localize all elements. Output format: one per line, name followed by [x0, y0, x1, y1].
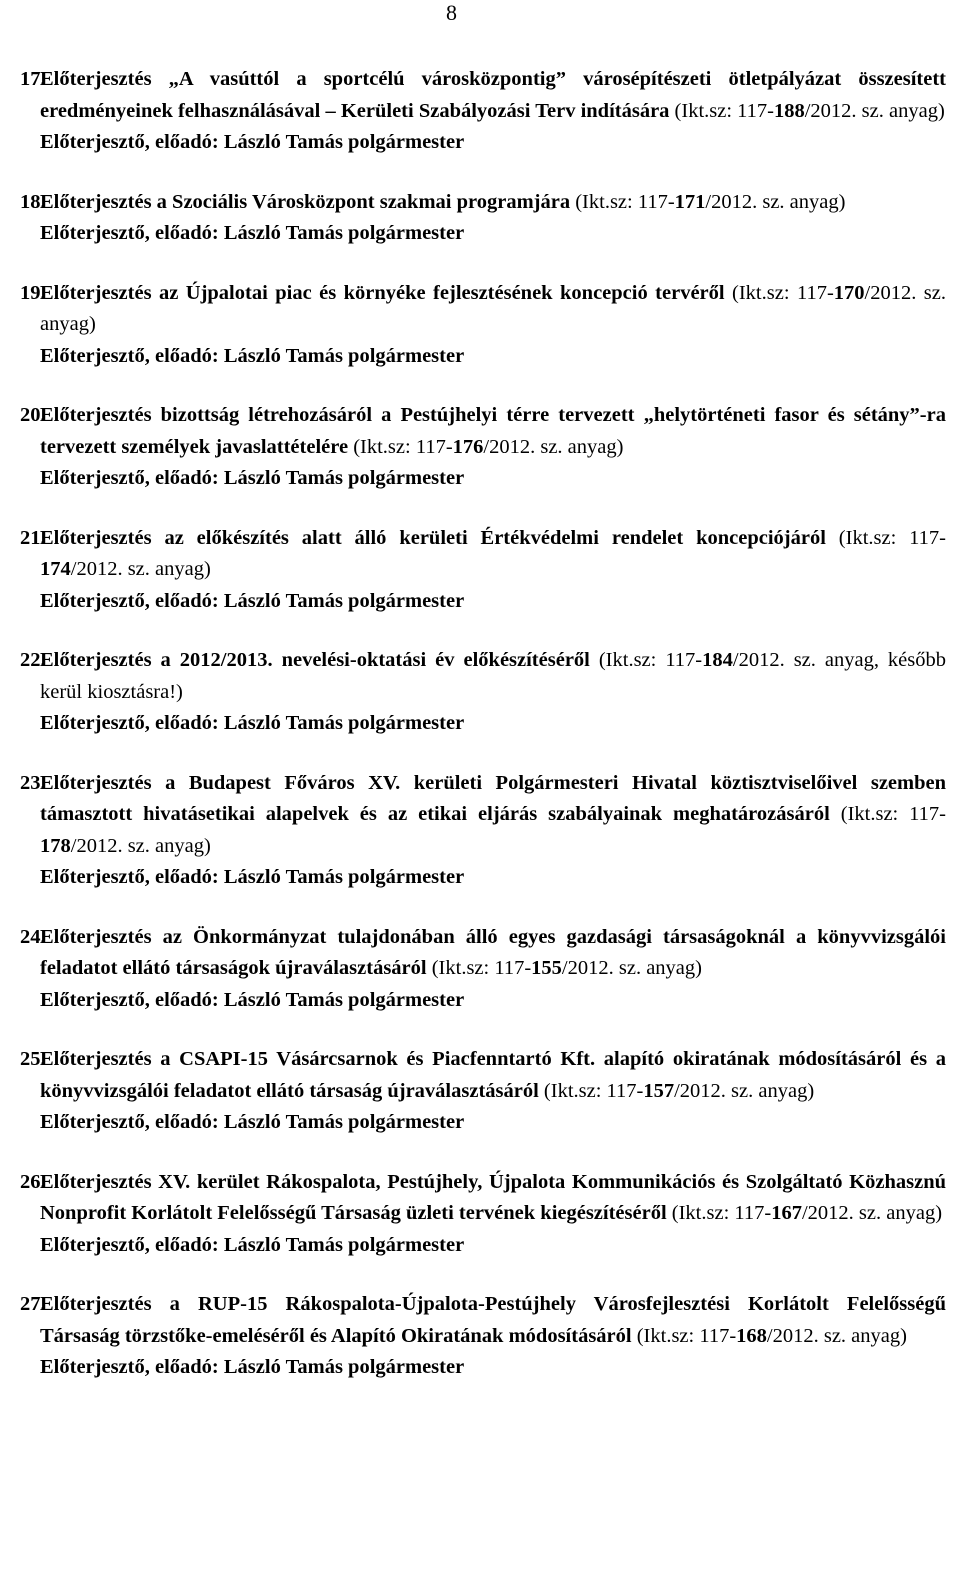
agenda-item-number: 23.: [20, 771, 46, 794]
agenda-item: [0, 64, 960, 159]
title-bold-segment: Előterjesztés XV. kerület Rákospalota, Pestújhely, Újpalota Kommunikációs és Szolgáltató Közhasznú Nonprofit Korlátolt Felelősségű Társaság üzleti tervének kiegészítéséről: [40, 1170, 946, 1224]
title-bold-segment: Előterjesztés „A vasúttól a sportcélú városközpontig” városépítészeti ötletpályázat összesített eredményeinek felhasználásával – Kerületi Szabályozási Terv indítására: [40, 68, 946, 122]
agenda-item: [0, 187, 960, 250]
title-reference-segment: (Ikt.sz: 117-: [669, 99, 774, 122]
title-reference-segment: /2012. sz. anyag, később kerül kiosztásra!): [40, 649, 947, 703]
agenda-item-number: 25.: [20, 1048, 46, 1070]
title-reference-segment: /2012. sz. anyag): [801, 1202, 943, 1224]
title-reference-segment: (Ikt.sz: 117-: [631, 1324, 737, 1347]
title-reference-segment: /2012. sz. anyag): [804, 99, 945, 122]
agenda-item: [0, 1167, 960, 1262]
agenda-item-number: 21.: [20, 526, 46, 549]
title-reference-segment: (Ikt.sz: 117-: [426, 957, 532, 979]
agenda-item-title: [40, 64, 946, 127]
agenda-item-presenter: Előterjesztő, előadó: László Tamás polgármester: [40, 988, 465, 1011]
agenda-item-presenter: Előterjesztő, előadó: László Tamás polgármester: [40, 1111, 465, 1133]
title-reference-segment: /2012. sz. anyag): [766, 1324, 907, 1347]
title-bold-segment: 167: [771, 1202, 802, 1224]
title-bold-segment: Előterjesztés az Önkormányzat tulajdonában álló egyes gazdasági társaságoknál a könyvvizsgálói feladatot ellátó társaságok újraválasztásáról: [40, 925, 946, 979]
agenda-item-title: [40, 1044, 946, 1107]
title-bold-segment: 184: [702, 649, 733, 671]
agenda-item-number: 26.: [20, 1170, 46, 1193]
title-reference-segment: (Ikt.sz: 117-: [348, 435, 453, 458]
agenda-item: [0, 523, 960, 618]
title-bold-segment: 178: [40, 834, 71, 857]
agenda-item-title: [40, 1289, 946, 1352]
title-bold-segment: Előterjesztés a Budapest Főváros XV. kerületi Polgármesteri Hivatal köztisztviselőivel szemben támasztott hivatásetikai alapelvek és az etikai eljárás szabályainak meghatározásáról: [40, 771, 946, 825]
page-number: 8: [446, 0, 457, 25]
agenda-item-number: 18.: [20, 190, 46, 213]
title-reference-segment: (Ikt.sz: 117-: [724, 281, 834, 304]
agenda-item-presenter: Előterjesztő, előadó: László Tamás polgármester: [40, 712, 465, 734]
title-reference-segment: /2012. sz. anyag): [40, 281, 947, 335]
title-reference-segment: (Ikt.sz: 117-: [825, 526, 947, 549]
title-bold-segment: 171: [674, 190, 706, 213]
agenda-item-presenter: Előterjesztő, előadó: László Tamás polgármester: [40, 866, 465, 888]
title-bold-segment: Előterjesztés a CSAPI-15 Vásárcsarnok és Piacfenntartó Kft. alapító okiratának módosításáról és a könyvvizsgálói feladatot ellátó társaság újraválasztásáról: [40, 1048, 946, 1102]
agenda-item-presenter: Előterjesztő, előadó: László Tamás polgármester: [40, 1233, 465, 1256]
agenda-item-title: [40, 922, 946, 985]
agenda-item: [0, 1044, 960, 1139]
title-bold-segment: 168: [736, 1324, 767, 1347]
agenda-item-presenter: Előterjesztő, előadó: László Tamás polgármester: [40, 222, 465, 244]
title-reference-segment: /2012. sz. anyag): [674, 1079, 815, 1102]
agenda-item-title: [40, 523, 946, 586]
title-reference-segment: /2012. sz. anyag): [561, 957, 702, 979]
agenda-item-title: [40, 1167, 946, 1230]
agenda-item-number: 17.: [20, 68, 46, 90]
agenda-item-number: 20.: [20, 404, 46, 426]
title-bold-segment: Előterjesztés a RUP-15 Rákospalota-Újpalota-Pestújhely Városfejlesztési Korlátolt Felelősségű Társaság törzstőke-emeléséről és Alapító Okiratának módosításáról: [40, 1293, 946, 1347]
title-reference-segment: /2012. sz. anyag): [705, 190, 846, 213]
agenda-item-title: [40, 645, 946, 708]
title-reference-segment: (Ikt.sz: 117-: [570, 190, 675, 213]
title-bold-segment: Előterjesztés a 2012/2013. nevelési-oktatási év előkészítéséről: [40, 649, 590, 671]
agenda-item-presenter: Előterjesztő, előadó: László Tamás polgármester: [40, 589, 465, 612]
title-bold-segment: 176: [452, 435, 484, 458]
title-reference-segment: (Ikt.sz: 117-: [538, 1079, 644, 1102]
title-bold-segment: Előterjesztés a Szociális Városközpont szakmai programjára: [40, 190, 571, 213]
title-reference-segment: /2012. sz. anyag): [70, 558, 211, 580]
agenda-item: [0, 922, 960, 1017]
agenda-item-number: 22.: [20, 649, 46, 671]
agenda-item: [0, 278, 960, 373]
agenda-item-presenter: Előterjesztő, előadó: László Tamás polgármester: [40, 131, 465, 153]
title-bold-segment: 188: [773, 99, 805, 122]
agenda-item: [0, 1289, 960, 1384]
agenda-list: [0, 64, 960, 1412]
agenda-item-title: [40, 400, 946, 463]
agenda-item-presenter: Előterjesztő, előadó: László Tamás polgármester: [40, 467, 465, 489]
agenda-item-title: [40, 187, 946, 219]
title-bold-segment: Előterjesztés bizottság létrehozásáról a Pestújhelyi térre tervezett „helytörténeti fasor és sétány”-ra tervezett személyek javaslattételére: [40, 404, 946, 458]
title-reference-segment: (Ikt.sz: 117-: [666, 1202, 772, 1224]
agenda-item-number: 24.: [20, 925, 46, 948]
title-bold-segment: Előterjesztés az Újpalotai piac és környéke fejlesztésének koncepció tervéről: [40, 281, 725, 304]
agenda-item-title: [40, 768, 946, 863]
title-bold-segment: 155: [531, 957, 562, 979]
title-bold-segment: Előterjesztés az előkészítés alatt álló kerületi Értékvédelmi rendelet koncepciójáról: [40, 526, 826, 549]
agenda-item-number: 27.: [20, 1293, 46, 1315]
agenda-item: [0, 645, 960, 740]
agenda-item: [0, 400, 960, 495]
title-bold-segment: 157: [643, 1079, 675, 1102]
agenda-item: [0, 768, 960, 894]
title-reference-segment: /2012. sz. anyag): [483, 435, 624, 458]
title-reference-segment: (Ikt.sz: 117-: [829, 803, 946, 825]
agenda-item-title: [40, 278, 946, 341]
title-reference-segment: (Ikt.sz: 117-: [589, 649, 703, 671]
title-reference-segment: /2012. sz. anyag): [70, 834, 211, 857]
agenda-item-presenter: Előterjesztő, előadó: László Tamás polgármester: [40, 1356, 465, 1378]
agenda-item-presenter: Előterjesztő, előadó: László Tamás polgármester: [40, 344, 465, 367]
title-bold-segment: 174: [40, 558, 71, 580]
title-bold-segment: 170: [833, 281, 865, 304]
agenda-item-number: 19.: [20, 281, 46, 304]
